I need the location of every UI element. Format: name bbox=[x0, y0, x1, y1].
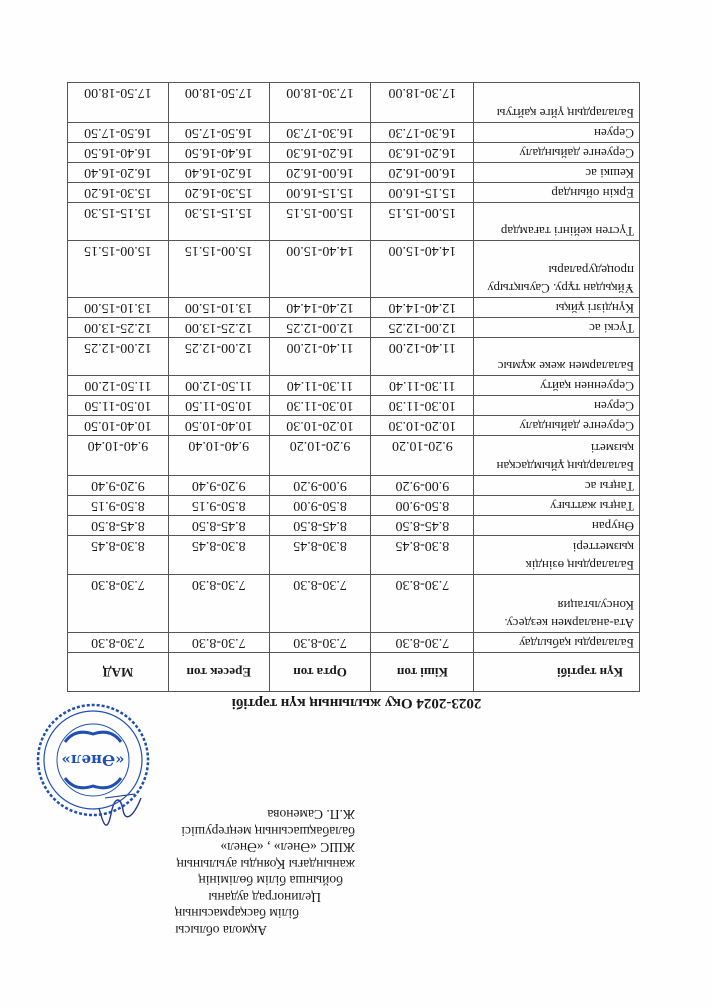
time-cell: 9.00-9.20 bbox=[371, 476, 474, 496]
time-cell: 16.20-16.40 bbox=[68, 163, 169, 183]
time-cell: 11.50-12.00 bbox=[68, 376, 169, 396]
time-cell: 7.30-8.30 bbox=[68, 575, 169, 633]
time-cell: 10.40-10.50 bbox=[168, 416, 269, 436]
time-cell: 7.30-8.30 bbox=[168, 633, 269, 653]
table-row bbox=[68, 123, 640, 143]
time-cell: 15.30-16.20 bbox=[168, 183, 269, 203]
time-cell: 10.20-10.30 bbox=[371, 416, 474, 436]
time-cell: 9.20-10.20 bbox=[371, 436, 474, 476]
header-line: білім басқармасының bbox=[175, 906, 299, 922]
time-cell: 7.30-8.30 bbox=[371, 575, 474, 633]
table-row bbox=[68, 416, 640, 436]
time-cell: 10.50-11.50 bbox=[68, 396, 169, 416]
activity-cell: Еркін ойындар bbox=[474, 183, 640, 203]
time-cell: 8.50-9.15 bbox=[168, 496, 269, 516]
director-name: Ж.П. Саменова bbox=[267, 807, 355, 823]
time-cell: 16.50-17.50 bbox=[168, 123, 269, 143]
time-cell: 15.30-16.20 bbox=[68, 183, 169, 203]
time-cell: 10.40-10.50 bbox=[68, 416, 169, 436]
time-cell: 12.40-14.40 bbox=[371, 298, 474, 318]
activity-cell: Серуеннен қайту bbox=[474, 376, 640, 396]
activity-cell: Түстен кейінгі тағамдар bbox=[474, 203, 640, 241]
time-cell: 14.40-15.00 bbox=[371, 241, 474, 298]
round-stamp-icon bbox=[35, 702, 151, 818]
time-cell: 16.20-16.30 bbox=[269, 143, 371, 163]
time-cell: 11.40-12.00 bbox=[269, 338, 371, 376]
time-cell: 8.30-8.45 bbox=[68, 536, 169, 575]
time-cell: 16.20-16.30 bbox=[371, 143, 474, 163]
time-cell: 16.50-17.50 bbox=[68, 123, 169, 143]
activity-cell: Күндізгі ұйқы bbox=[474, 298, 640, 318]
activity-cell: Серуен bbox=[474, 396, 640, 416]
time-cell: 12.25-13.00 bbox=[168, 318, 269, 338]
activity-cell: Таңғы ас bbox=[474, 476, 640, 496]
page-title: 2023-2024 Оқу жылының күн тәртібі bbox=[231, 695, 482, 711]
time-cell: 9.40-10.40 bbox=[168, 436, 269, 476]
time-cell: 16.30-17.30 bbox=[269, 123, 371, 143]
time-cell: 11.40-12.00 bbox=[371, 338, 474, 376]
table-row bbox=[68, 496, 640, 516]
approval-header bbox=[25, 806, 355, 938]
time-cell: 11.30-11.40 bbox=[371, 376, 474, 396]
time-cell: 13.10-15.00 bbox=[168, 298, 269, 318]
time-cell: 14.40-15.00 bbox=[269, 241, 371, 298]
header-line: ЖШС «Әнел» , «Әнел» bbox=[220, 840, 355, 856]
time-cell: 9.00-9.20 bbox=[269, 476, 371, 496]
time-cell: 8.30-8.45 bbox=[371, 536, 474, 575]
table-row bbox=[68, 241, 640, 298]
time-cell: 8.45-8.50 bbox=[168, 516, 269, 536]
time-cell: 8.30-8.45 bbox=[269, 536, 371, 575]
time-cell: 9.20-9.40 bbox=[68, 476, 169, 496]
table-row bbox=[68, 376, 640, 396]
time-cell: 8.50-9.00 bbox=[269, 496, 371, 516]
time-cell: 15.15-16.00 bbox=[371, 183, 474, 203]
time-cell: 8.50-9.00 bbox=[371, 496, 474, 516]
time-cell: 15.00-15.15 bbox=[168, 241, 269, 298]
table-row bbox=[68, 163, 640, 183]
time-cell: 9.40-10.40 bbox=[68, 436, 169, 476]
table-row bbox=[68, 476, 640, 496]
activity-cell: Түскі ас bbox=[474, 318, 640, 338]
time-cell: 12.00-12.25 bbox=[371, 318, 474, 338]
activity-cell: Таңғы жаттығу bbox=[474, 496, 640, 516]
stamp-text: «Әнел» bbox=[61, 751, 125, 769]
time-cell: 7.30-8.30 bbox=[269, 575, 371, 633]
table-row bbox=[68, 396, 640, 416]
table-row bbox=[68, 83, 640, 123]
activity-cell: Ата-аналармен кездесу. Консультация bbox=[474, 575, 640, 633]
schedule-body bbox=[68, 83, 640, 653]
header-line: бойынша білім бөлімінің bbox=[198, 873, 343, 889]
table-row bbox=[68, 436, 640, 476]
schedule-table bbox=[67, 82, 640, 692]
column-header: Күн тәртібі bbox=[474, 653, 640, 692]
activity-cell: Балалардың үйге қайтуы bbox=[474, 83, 640, 123]
column-header: МАД bbox=[68, 653, 169, 692]
time-cell: 8.50-9.15 bbox=[68, 496, 169, 516]
activity-cell: Балалармен жеке жұмыс bbox=[474, 338, 640, 376]
time-cell: 8.45-8.50 bbox=[371, 516, 474, 536]
header-line: жанындағы Қоянды ауылының bbox=[176, 857, 355, 872]
time-cell: 7.30-8.30 bbox=[269, 633, 371, 653]
table-row bbox=[68, 338, 640, 376]
header-line: балабақшасының меңгерушісі bbox=[181, 824, 355, 839]
time-cell: 16.40-16.50 bbox=[168, 143, 269, 163]
time-cell: 17.50-18.00 bbox=[168, 83, 269, 123]
column-header: Кіші топ bbox=[371, 653, 474, 692]
header-line: Целиноград ауданы bbox=[208, 890, 321, 905]
activity-cell: Өнуран bbox=[474, 516, 640, 536]
time-cell: 9.20-9.40 bbox=[168, 476, 269, 496]
time-cell: 15.00-15.15 bbox=[68, 241, 169, 298]
time-cell: 15.15-15.30 bbox=[68, 203, 169, 241]
time-cell: 15.15-15.30 bbox=[168, 203, 269, 241]
time-cell: 15.00-15.15 bbox=[269, 203, 371, 241]
table-row bbox=[68, 298, 640, 318]
activity-cell: Балаларды қабылдау bbox=[474, 633, 640, 653]
column-header: Орта топ bbox=[269, 653, 371, 692]
activity-cell: Серуен bbox=[474, 123, 640, 143]
time-cell: 7.30-8.30 bbox=[371, 633, 474, 653]
time-cell: 15.00-15.15 bbox=[371, 203, 474, 241]
time-cell: 7.30-8.30 bbox=[68, 633, 169, 653]
time-cell: 8.30-8.45 bbox=[168, 536, 269, 575]
table-row bbox=[68, 183, 640, 203]
time-cell: 11.50-12.00 bbox=[168, 376, 269, 396]
activity-cell: Серуенге дайындалу bbox=[474, 143, 640, 163]
time-cell: 12.00-12.25 bbox=[269, 318, 371, 338]
time-cell: 13.10-15.00 bbox=[68, 298, 169, 318]
table-row bbox=[68, 516, 640, 536]
time-cell: 10.30-11.30 bbox=[371, 396, 474, 416]
activity-cell: Балалардың өзіндік қызметтері bbox=[474, 536, 640, 575]
activity-cell: Серуенге дайындалу bbox=[474, 416, 640, 436]
activity-cell: Кешкі ас bbox=[474, 163, 640, 183]
time-cell: 16.00-16.20 bbox=[269, 163, 371, 183]
time-cell: 9.20-10.20 bbox=[269, 436, 371, 476]
activity-cell: Балалардың ұйымдасқан қызметі bbox=[474, 436, 640, 476]
time-cell: 12.40-14.40 bbox=[269, 298, 371, 318]
table-row bbox=[68, 203, 640, 241]
time-cell: 17.30-18.00 bbox=[371, 83, 474, 123]
time-cell: 15.15-16.00 bbox=[269, 183, 371, 203]
table-row bbox=[68, 575, 640, 633]
header-line: Ақмола облысы bbox=[175, 923, 267, 938]
time-cell: 12.25-13.00 bbox=[68, 318, 169, 338]
table-row bbox=[68, 143, 640, 163]
time-cell: 8.45-8.50 bbox=[68, 516, 169, 536]
time-cell: 10.50-11.50 bbox=[168, 396, 269, 416]
time-cell: 12.00-12.25 bbox=[168, 338, 269, 376]
time-cell: 7.30-8.30 bbox=[168, 575, 269, 633]
time-cell: 16.30-17.30 bbox=[371, 123, 474, 143]
table-row bbox=[68, 633, 640, 653]
table-row bbox=[68, 318, 640, 338]
time-cell: 10.20-10.30 bbox=[269, 416, 371, 436]
time-cell: 11.30-11.40 bbox=[269, 376, 371, 396]
table-row bbox=[68, 536, 640, 575]
column-header: Ересек топ bbox=[168, 653, 269, 692]
time-cell: 16.20-16.40 bbox=[168, 163, 269, 183]
time-cell: 16.40-16.50 bbox=[68, 143, 169, 163]
time-cell: 12.00-12.25 bbox=[68, 338, 169, 376]
time-cell: 10.30-11.30 bbox=[269, 396, 371, 416]
time-cell: 17.30-18.00 bbox=[269, 83, 371, 123]
activity-cell: Ұйқыдан тұру. Сауықтыру процедуралары bbox=[474, 241, 640, 298]
time-cell: 17.50-18.00 bbox=[68, 83, 169, 123]
table-header-row bbox=[68, 653, 640, 692]
time-cell: 8.45-8.50 bbox=[269, 516, 371, 536]
time-cell: 16.00-16.20 bbox=[371, 163, 474, 183]
